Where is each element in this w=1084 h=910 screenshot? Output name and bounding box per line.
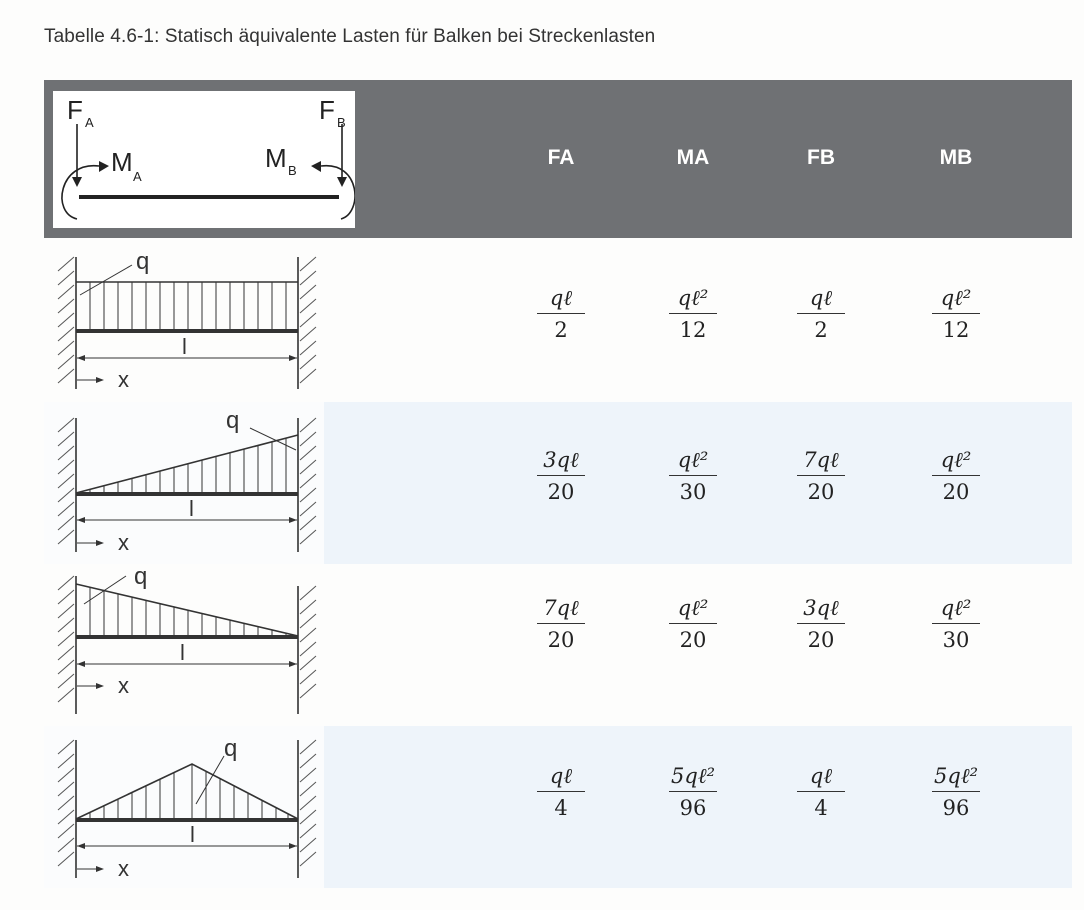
column-header-fa: FA <box>547 146 575 169</box>
value-fb: 7qℓ 20 <box>771 448 871 504</box>
value-fb: 3qℓ 20 <box>771 596 871 652</box>
table-header <box>44 80 1072 238</box>
value-fa: qℓ 2 <box>511 286 611 342</box>
column-header-ma: MA <box>676 146 710 169</box>
load-hatching <box>76 282 298 330</box>
length-label: l <box>182 334 187 359</box>
svg-text:B: B <box>337 115 346 130</box>
value-fa: qℓ 4 <box>511 764 611 820</box>
left-wall <box>58 257 76 389</box>
table-row <box>44 726 1072 888</box>
x-label: x <box>118 367 129 392</box>
length-label: l <box>180 640 185 665</box>
x-arrow-icon <box>96 377 104 383</box>
fb-label: F <box>319 95 335 125</box>
value-mb: qℓ² 12 <box>906 286 1006 342</box>
q-label: q <box>134 564 148 590</box>
mb-moment-icon <box>321 166 355 219</box>
length-label: l <box>189 496 194 521</box>
value-fb: qℓ 4 <box>771 764 871 820</box>
length-label: l <box>190 822 195 847</box>
value-ma: 5qℓ² 96 <box>643 764 743 820</box>
value-fa: 3qℓ 20 <box>511 448 611 504</box>
x-arrow-icon <box>96 540 104 546</box>
svg-text:A: A <box>85 115 94 130</box>
increasing-triangular-load-diagram <box>44 402 324 564</box>
table-row <box>44 402 1072 564</box>
x-label: x <box>118 856 129 881</box>
ma-label: M <box>111 147 133 177</box>
svg-text:A: A <box>133 169 142 184</box>
value-ma: qℓ² 12 <box>643 286 743 342</box>
ma-moment-icon <box>62 166 99 219</box>
table-caption: Tabelle 4.6-1: Statisch äquivalente Lasten für Balken bei Streckenlasten <box>44 26 656 47</box>
q-label: q <box>136 248 150 275</box>
table-row <box>44 564 1072 726</box>
value-fa: 7qℓ 20 <box>511 596 611 652</box>
x-label: x <box>118 530 129 555</box>
right-wall <box>298 257 316 389</box>
decreasing-triangular-load-diagram <box>44 564 324 726</box>
fa-label: F <box>67 95 83 125</box>
x-arrow-icon <box>96 866 104 872</box>
value-ma: qℓ² 20 <box>643 596 743 652</box>
value-mb: qℓ² 30 <box>906 596 1006 652</box>
x-label: x <box>118 673 129 698</box>
beam-reactions-diagram <box>53 91 355 228</box>
table-row <box>44 245 1072 407</box>
svg-text:B: B <box>288 163 297 178</box>
column-header-mb: MB <box>939 146 973 169</box>
value-ma: qℓ² 30 <box>643 448 743 504</box>
uniform-load-diagram <box>44 245 324 407</box>
fb-arrow-icon <box>337 177 347 187</box>
value-mb: 5qℓ² 96 <box>906 764 1006 820</box>
mb-label: M <box>265 143 287 173</box>
x-arrow-icon <box>96 683 104 689</box>
q-label: q <box>226 407 240 434</box>
fa-arrow-icon <box>72 177 82 187</box>
symmetric-triangular-load-diagram <box>44 726 324 888</box>
q-label: q <box>224 735 238 762</box>
value-mb: qℓ² 20 <box>906 448 1006 504</box>
column-header-fb: FB <box>807 146 835 169</box>
value-fb: qℓ 2 <box>771 286 871 342</box>
